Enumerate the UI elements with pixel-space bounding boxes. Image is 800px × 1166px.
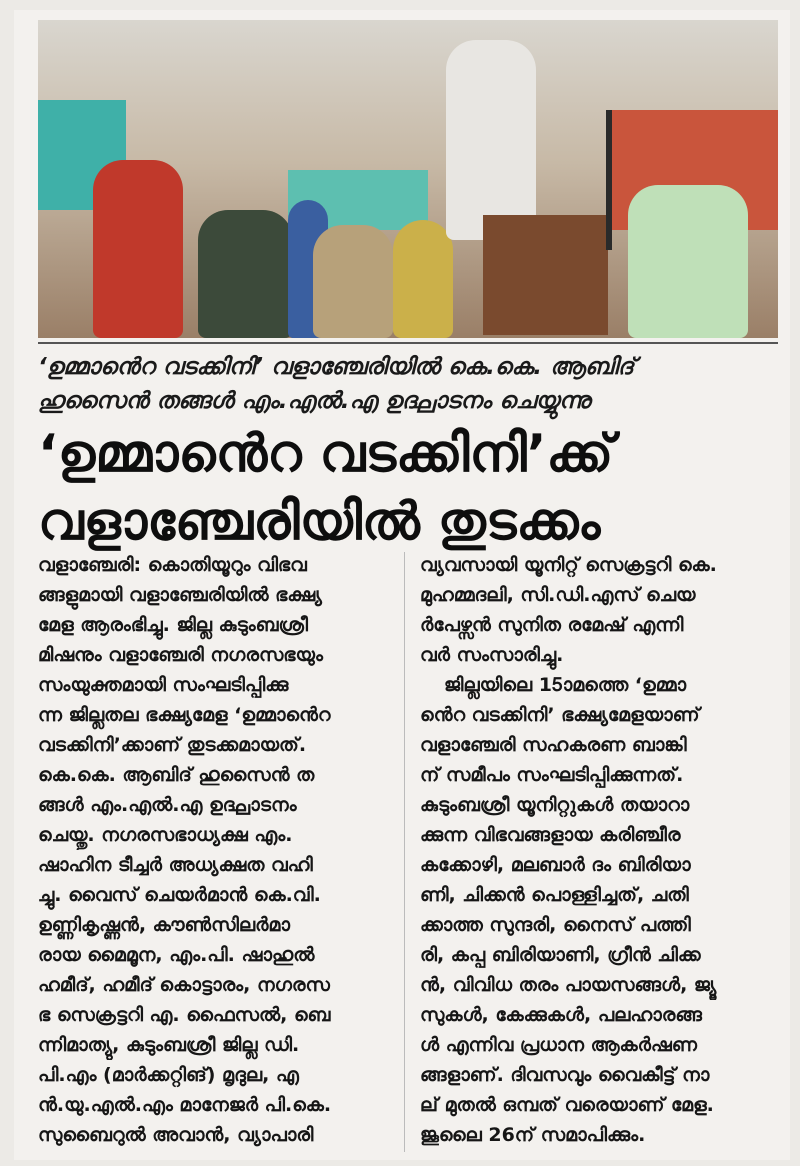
body-line: ഭ സെക്രട്ടറി എ. ഫൈസൽ, ബെ (38, 1004, 331, 1026)
photo-speaker (446, 40, 536, 240)
body-line: വടക്കിനി’ക്കാണ് തുടക്കമായത്. (38, 734, 307, 756)
headline (38, 420, 778, 556)
body-line: മേള ആരംഭിച്ചു. ജില്ല കുടുംബശ്രീ (38, 614, 309, 636)
body-line: ക്കുന്ന വിഭവങ്ങളായ കരിഞ്ചീര (420, 824, 681, 846)
body-line: വളാഞ്ചേരി സഹകരണ ബാങ്കി (420, 734, 687, 756)
photo-person (313, 225, 393, 338)
body-line: ല് മുതൽ ഒമ്പത് വരെയാണ് മേള. (420, 1094, 714, 1116)
microphone-stand (606, 110, 612, 250)
body-line: വളാഞ്ചേരി: കൊതിയൂറും വിഭവ (38, 554, 307, 576)
body-line: ഹമീദ്, ഹമീദ് കൊട്ടാരം, നഗരസ (38, 974, 330, 996)
headline-line: വളാഞ്ചേരിയിൽ തുടക്കം (38, 492, 601, 552)
body-line: ജൂലൈ 26ന് സമാപിക്കും. (420, 1124, 646, 1146)
photo-person (393, 220, 453, 338)
body-line: ജില്ലയിലെ 15ാമത്തെ ‘ഉമ്മാ (444, 674, 687, 696)
body-line: കക്കോഴി, മലബാർ ദം ബിരിയാ (420, 854, 691, 876)
body-line: ച്ചു. വൈസ് ചെയർമാൻ കെ.വി. (38, 884, 321, 906)
body-line: ഉണ്ണികൃഷ്ണൻ, കൗൺസിലർമാ (38, 914, 290, 936)
body-line: ങ്ങൾ എം.എൽ.എ ഉദ്ഘാടനം (38, 794, 297, 816)
body-line: സുകൾ, കേക്കുകൾ, പലഹാരങ്ങ (420, 1004, 702, 1026)
body-line: വർ സംസാരിച്ചു. (420, 644, 564, 666)
body-line: കുടുംബശ്രീ യൂനിറ്റുകൾ തയാറാ (420, 794, 690, 816)
caption-line: ‘ഉമ്മാൻെറ വടക്കിനി’ വളാഞ്ചേരിയിൽ കെ.കെ. ആബിദ് (38, 354, 634, 380)
body-line: സംയുക്തമായി സംഘടിപ്പിക്കു (38, 674, 289, 696)
body-line: ൻ, വിവിധ തരം പായസങ്ങൾ, ജ്യൂ (420, 974, 717, 996)
body-line: വ്യവസായി യൂനിറ്റ് സെക്രട്ടറി കെ. (420, 554, 717, 576)
column-divider (404, 552, 405, 1152)
body-line: ഷാഹിന ടീച്ചർ അധ്യക്ഷത വഹി (38, 854, 313, 876)
body-line: രായ മൈമൂന, എം.പി. ഷാഹുൽ (38, 944, 315, 966)
news-photo (38, 20, 778, 338)
body-line: ങ്ങളാണ്. ദിവസവും വൈകീട്ട് നാ (420, 1064, 710, 1086)
article-column-1 (38, 550, 388, 1150)
body-line: ൻ.യു.എൽ.എം മാനേജർ പി.കെ. (38, 1094, 332, 1116)
body-line: മുഹമ്മദലി, സി.ഡി.എസ് ചെയ (420, 584, 696, 606)
body-line: ന്ന ജില്ലതല ഭക്ഷ്യമേള ‘ഉമ്മാൻെറ (38, 704, 331, 726)
body-line: ന് സമീപം സംഘടിപ്പിക്കുന്നത്. (420, 764, 684, 786)
body-line: രി, കപ്പ ബിരിയാണി, ഗ്രീൻ ചിക്ക (420, 944, 701, 966)
body-line: ക്കാത്ത സുന്ദരി, നൈസ് പത്തി (420, 914, 691, 936)
photo-caption (38, 350, 778, 418)
photo-person (198, 210, 293, 338)
body-line: ന്നിമാത്യു, കുടുംബശ്രീ ജില്ല ഡി. (38, 1034, 300, 1056)
body-line: ർപേഴ്സൻ സുനിത രമേഷ് എന്നി (420, 614, 684, 636)
body-line: മിഷനും വളാഞ്ചേരി നഗരസഭയും (38, 644, 323, 666)
body-line: ണി, ചിക്കൻ പൊള്ളിച്ചത്, ചതി (420, 884, 689, 906)
headline-line: ‘ഉമ്മാൻെറ വടക്കിനി’ക്ക് (38, 424, 614, 484)
body-line: കെ.കെ. ആബിദ് ഹുസൈൻ ത (38, 764, 315, 786)
photo-person (628, 185, 748, 338)
body-line: സുബൈറുൽ അവാൻ, വ്യാപാരി (38, 1124, 314, 1146)
photo-person (93, 160, 183, 338)
body-line: ൻെറ വടക്കിനി’ ഭക്ഷ്യമേളയാണ് (420, 704, 700, 726)
article-column-2 (420, 550, 780, 1150)
body-line: ങ്ങളുമായി വളാഞ്ചേരിയിൽ ഭക്ഷ്യ (38, 584, 322, 606)
caption-rule (38, 342, 778, 344)
body-line: പി.എം (മാർക്കറ്റിങ്) മൃദുല, എ (38, 1064, 299, 1086)
body-line: ൾ എന്നിവ പ്രധാന ആകർഷണ (420, 1034, 697, 1056)
podium (483, 215, 608, 335)
caption-line: ഹുസൈൻ തങ്ങൾ എം.എൽ.എ ഉദ്ഘാടനം ചെയ്യുന്നു (38, 388, 591, 414)
body-line: ചെയ്തു. നഗരസഭാധ്യക്ഷ എം. (38, 824, 293, 846)
